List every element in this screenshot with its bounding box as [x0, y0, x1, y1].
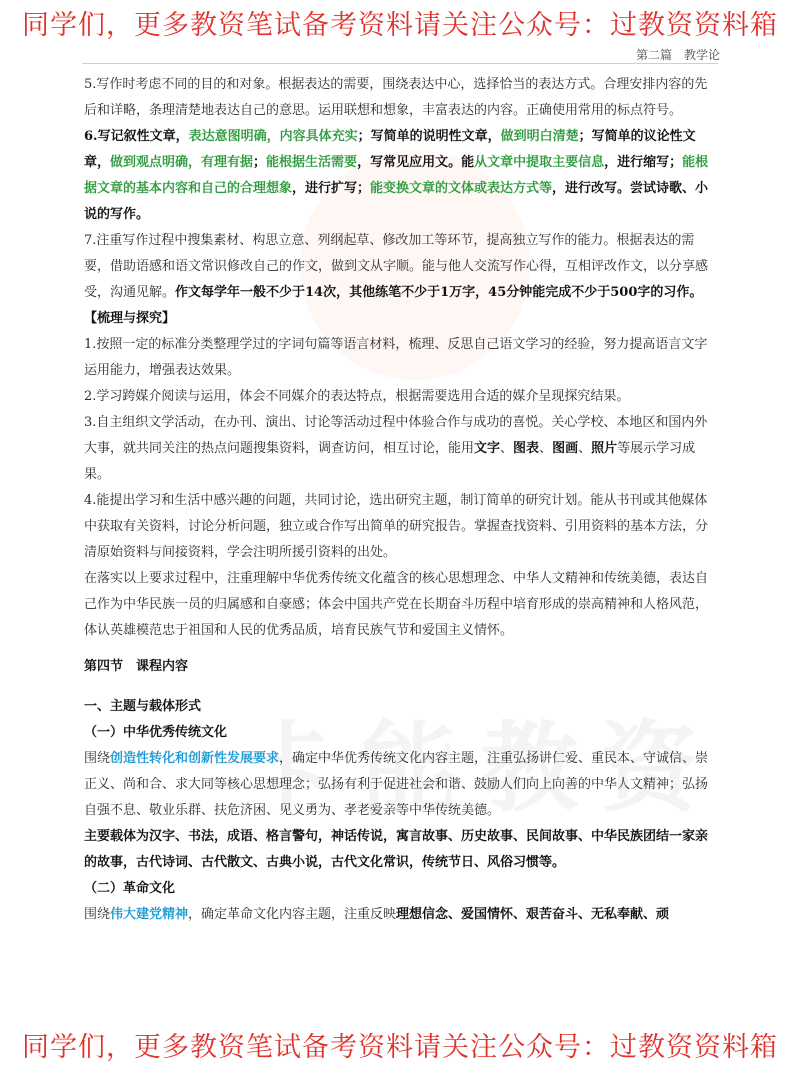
p6-highlight: 从文章中提取主要信息: [474, 155, 605, 170]
t3-bold: 理想信念、爱国情怀、艰苦奋斗、无私奉献、顽: [396, 907, 670, 922]
section-4-title: 第四节 课程内容: [84, 659, 189, 674]
p6-text: ；: [253, 155, 267, 170]
header-divider: [82, 63, 718, 64]
p7-text: 7.注重写作过程中搜集素材、构思立意、列纲起草、修改加工等环节，提高独立写作的能力。根据表达的需要，借助语感和语文常识修改自己的作文，做到文从字顺。能与他人交流写作心得，互相评改作文，以分享感受，沟通见解。: [84, 233, 709, 300]
p6-text: ，进行缩写；: [604, 155, 683, 170]
t1-text: ，确定中华优秀传统文化内容主题，注重弘扬讲仁爱、重民本、守诚信、崇正义、尚和合、求大同等核心思想理念；弘扬有利于促进社会和谐、鼓励人们向上向善的中华人文精神；弘扬自强不息、敬业乐群、扶危济困、见义勇为、孝老爱亲等中华传统美德。: [84, 751, 709, 818]
item-3-text: 、: [578, 441, 592, 456]
item-3: [84, 410, 716, 488]
paragraph-5: 5.写作时考虑不同的目的和对象。根据表达的需要，围绕表达中心，选择恰当的表达方式。合理安排内容的先后和详略，条理清楚地表达自己的意思。运用联想和想象，丰富表达的内容。正确使用常用的标点符号。: [84, 77, 708, 118]
item-2: 2.学习跨媒介阅读与运用，体会不同媒介的表达特点，根据需要选用合适的媒介呈现探究结果。: [84, 389, 630, 404]
item-3-text: 、: [500, 441, 514, 456]
summary-paragraph: 在落实以上要求过程中，注重理解中华优秀传统文化蕴含的核心思想理念、中华人文精神和传统美德，表达自己作为中华民族一员的归属感和自豪感；体会中国共产党在长期奋斗历程中培育形成的崇高精神和人格风范，体认英雄模范忠于祖国和人民的优秀品质，培育民族气节和爱国主义情怀。: [84, 571, 709, 638]
p6-text: 6.写记叙性文章，: [84, 129, 189, 144]
running-header: 第二篇 教学论: [635, 48, 720, 62]
section-heading: 【梳理与探究】: [84, 311, 176, 326]
item-1: 1.按照一定的标准分类整理学过的字词句篇等语言材料，梳理、反思自己语文学习的经验，努力提高语言文字运用能力，增强表达效果。: [84, 337, 708, 378]
item-3-bold: 图表: [513, 441, 540, 456]
promo-banner-bottom: 同学们，更多教资笔试备考资料请关注公众号：过教资资料箱: [22, 1032, 778, 1063]
p7-bold: 作文每学年一般不少于14次，其他练笔不少于1万字，45分钟能完成不少于500字的习作。: [175, 285, 703, 300]
heading-topics: 一、主题与载体形式: [84, 699, 202, 714]
paragraph-7: [84, 228, 716, 306]
paragraph-6: [84, 124, 716, 228]
item-3-text: 、: [539, 441, 553, 456]
t1-highlight: 创造性转化和创新性发展要求: [110, 751, 280, 766]
traditional-culture-text: [84, 746, 716, 824]
p6-text: ，进行改写。尝试诗歌、小说的写作。: [84, 181, 709, 222]
t3-highlight: 伟大建党精神: [110, 907, 189, 922]
p6-text: ；写简单的说明性文章，: [357, 129, 501, 144]
item-3-text: 等展示学习成果。: [84, 441, 696, 482]
p6-text: ，进行扩写；: [292, 181, 371, 196]
p6-highlight: 能变换文章的文体或表达方式等: [370, 181, 553, 196]
p6-highlight: 做到观点明确，有理有据: [110, 155, 254, 170]
p6-highlight: 能根据文章的基本内容和自己的合理想象: [84, 155, 709, 196]
carrier-forms-text: 主要载体为汉字、书法，成语、格言警句，神话传说，寓言故事、历史故事、民间故事、中华民族团结一家亲的故事，古代诗词、古代散文、古典小说，古代文化常识，传统节日、风俗习惯等。: [84, 829, 709, 870]
item-3-bold: 文字: [474, 441, 501, 456]
p6-text: ；写简单的议论性文章，: [84, 129, 696, 170]
item-3-text: 3.自主组织文学活动，在办刊、演出、讨论等活动过程中体验合作与成功的喜悦。关心学校、本地区和国内外大事，就共同关注的热点问题搜集资料，调查访问，相互讨论，能用: [84, 415, 708, 456]
revolutionary-culture-text: [84, 902, 716, 928]
item-3-bold: 图画: [552, 441, 579, 456]
item-3-bold: 照片: [591, 441, 618, 456]
t3-text: ，确定革命文化内容主题，注重反映: [188, 907, 397, 922]
p6-text: ，写常见应用文。能: [357, 155, 475, 170]
p6-highlight: 表达意图明确，内容具体充实: [188, 129, 358, 144]
document-body: [84, 72, 716, 928]
t1-text: 围绕: [84, 751, 111, 766]
t3-text: 围绕: [84, 907, 111, 922]
item-4: 4.能提出学习和生活中感兴趣的问题，共同讨论，选出研究主题，制订简单的研究计划。能从书刊或其他媒体中获取有关资料，讨论分析问题，独立或合作写出简单的研究报告。掌握查找资料、引用资料的基本方法，分清原始资料与间接资料，学会注明所援引资料的出处。: [84, 493, 709, 560]
heading-traditional-culture: （一）中华优秀传统文化: [84, 725, 228, 740]
p6-highlight: 做到明白清楚: [500, 129, 579, 144]
p6-highlight: 能根据生活需要: [266, 155, 358, 170]
heading-revolutionary-culture: （二）革命文化: [84, 881, 176, 896]
promo-banner-top: 同学们，更多教资笔试备考资料请关注公众号：过教资资料箱: [22, 10, 778, 41]
